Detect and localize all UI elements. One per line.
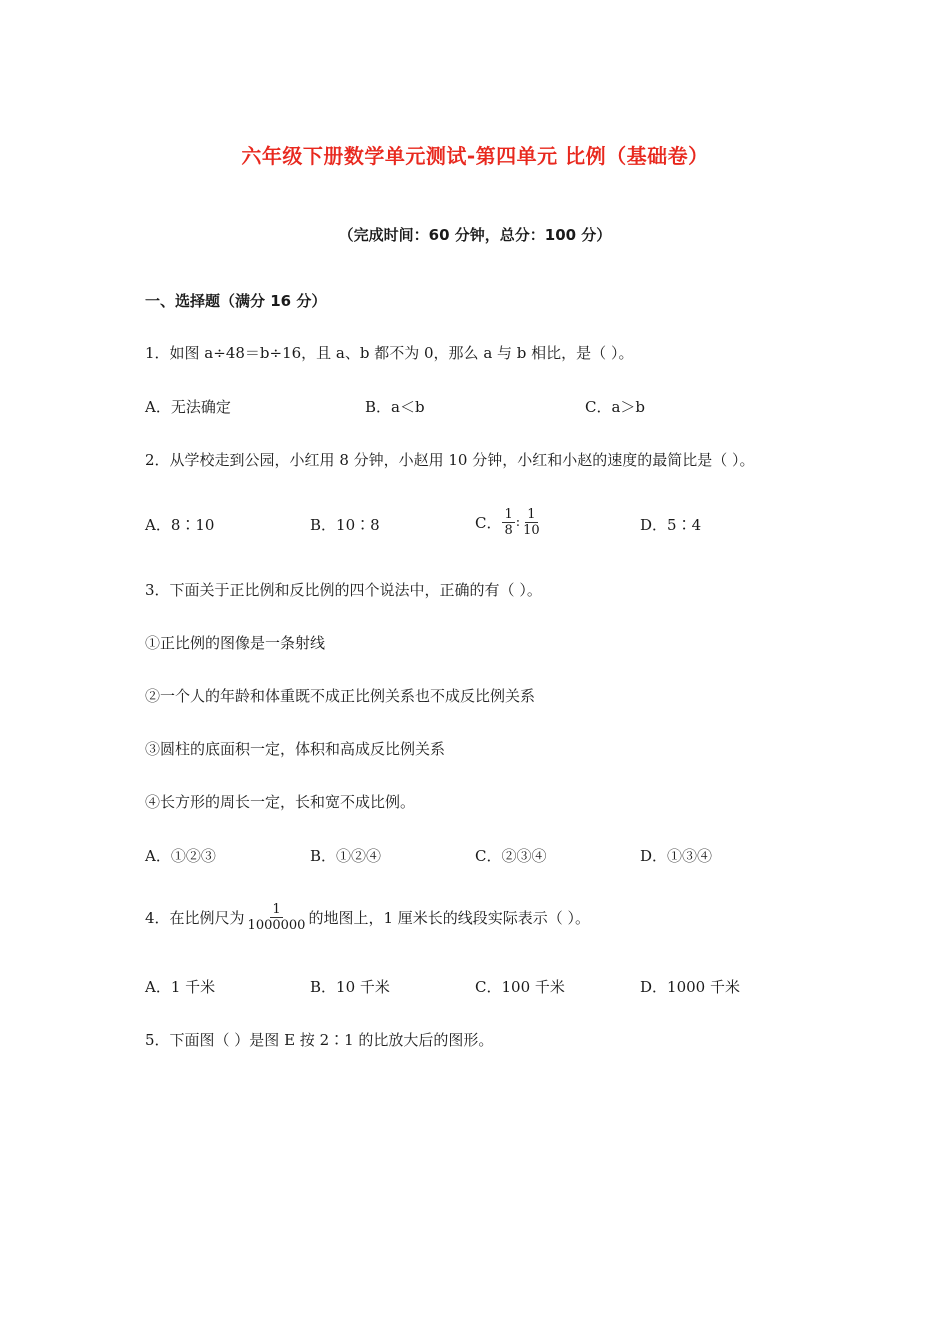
question-2-option-a: A．8∶10 [145, 516, 215, 534]
exam-info: （完成时间：60 分钟，总分：100 分） [338, 226, 612, 244]
question-3-option-c: C．②③④ [475, 847, 547, 865]
question-4-stem [145, 893, 590, 941]
page-title: 六年级下册数学单元测试-第四单元 比例（基础卷） [241, 144, 709, 168]
fraction-one-eighth: $\frac{1}{8}$ [504, 506, 513, 538]
question-5-stem: 5．下面图（ ）是图 E 按 2∶1 的比放大后的图形。 [145, 1031, 494, 1049]
section-heading: 一、选择题（满分 16 分） [145, 292, 327, 310]
question-3-option-a: A．①②③ [145, 847, 216, 865]
question-4-stem-start: 4．在比例尺为 [145, 908, 245, 927]
question-4-option-d: D．1000 千米 [640, 978, 740, 996]
question-2-stem: 2．从学校走到公园，小红用 8 分钟，小赵用 10 分钟，小红和小赵的速度的最简比是（ ）。 [145, 451, 755, 469]
question-1-option-a: A．无法确定 [145, 398, 231, 416]
question-2-option-c [475, 498, 543, 546]
question-1-option-c: C．a＞b [585, 398, 646, 416]
question-2-option-b: B．10∶8 [310, 516, 380, 534]
question-3-statement-1: ①正比例的图像是一条射线 [145, 634, 326, 652]
question-3-option-b: B．①②④ [310, 847, 382, 865]
question-4-option-b: B．10 千米 [310, 978, 390, 996]
question-1-stem: 1．如图 a÷48＝b÷16，且 a、b 都不为 0，那么 a 与 b 相比，是（ ）。 [145, 344, 634, 362]
question-1-option-b: B．a＜b [365, 398, 425, 416]
question-3-option-d: D．①③④ [640, 847, 713, 865]
fraction-one-tenth: $\frac{1}{10}$ [523, 506, 540, 538]
scale-fraction: $\frac{1}{1000000}$ [247, 901, 306, 933]
question-3-stem: 3．下面关于正比例和反比例的四个说法中，正确的有（ ）。 [145, 581, 542, 599]
question-4-option-c: C．100 千米 [475, 978, 565, 996]
option-c-label: C． [475, 513, 502, 532]
question-3-statement-2: ②一个人的年龄和体重既不成正比例关系也不成反比例关系 [145, 687, 536, 705]
question-2-option-d: D．5∶4 [640, 516, 702, 534]
ratio-colon: : [515, 514, 521, 530]
question-3-statement-3: ③圆柱的底面积一定，体积和高成反比例关系 [145, 740, 446, 758]
question-4-stem-end: 的地图上，1 厘米长的线段实际表示（ ）。 [308, 908, 591, 927]
question-4-option-a: A．1 千米 [145, 978, 216, 996]
question-3-statement-4: ④长方形的周长一定，长和宽不成比例。 [145, 793, 416, 811]
